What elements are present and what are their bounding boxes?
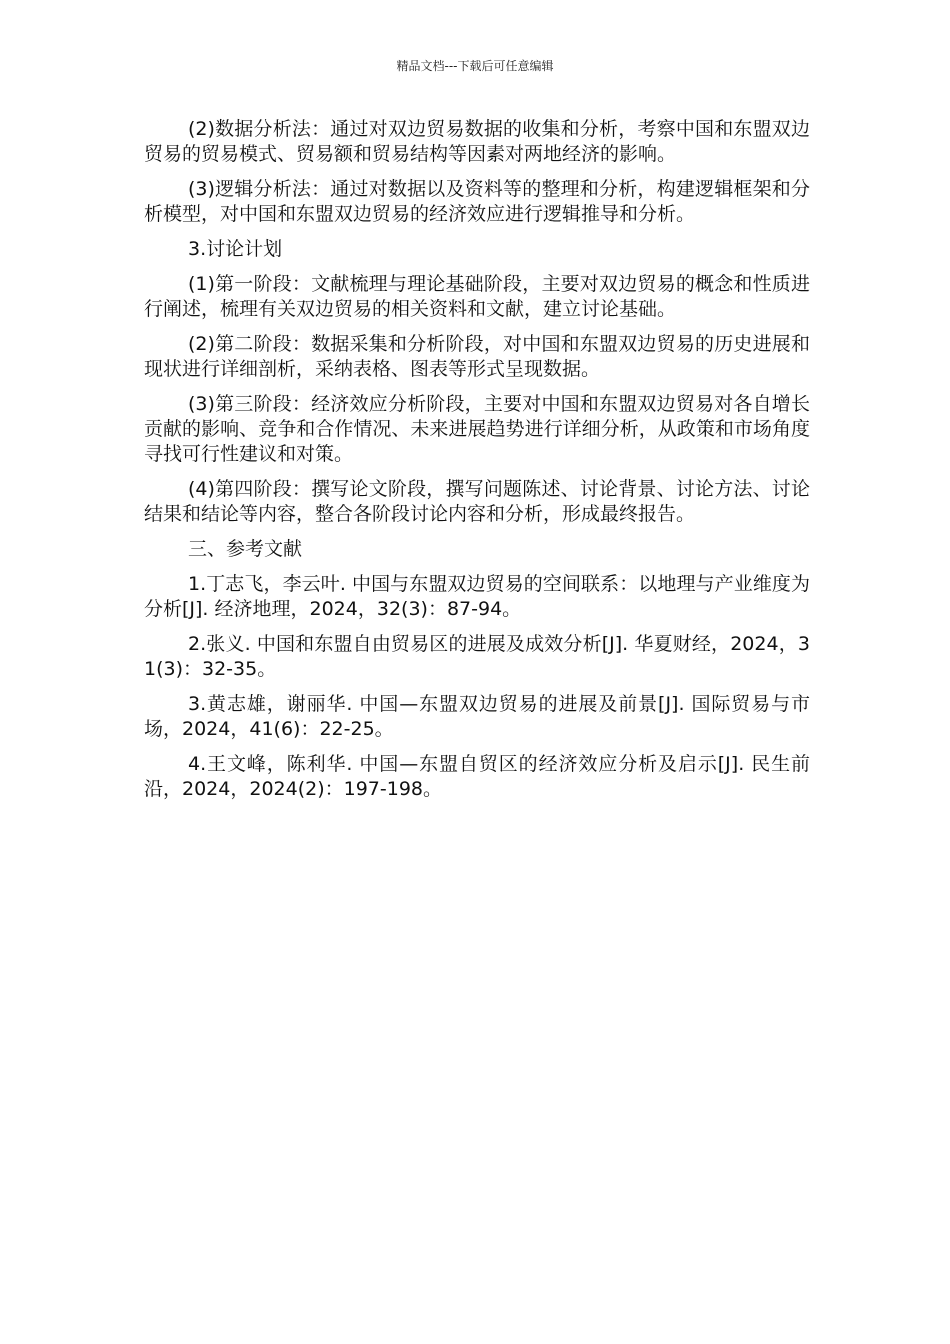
- section-heading-references: 三、参考文献: [188, 538, 303, 560]
- method-logic-analysis-paragraph: (3)逻辑分析法：通过对数据以及资料等的整理和分析，构建逻辑框架和分析模型，对中国和东盟双边贸易的经济效应进行逻辑推导和分析。: [144, 178, 810, 225]
- plan-stage-3-paragraph: (3)第三阶段：经济效应分析阶段，主要对中国和东盟双边贸易对各自增长贡献的影响、竞争和合作情况、未来进展趋势进行详细分析，从政策和市场角度寻找可行性建议和对策。: [144, 393, 810, 465]
- reference-item-4: 4.王文峰，陈利华. 中国—东盟自贸区的经济效应分析及启示[J]. 民生前沿，2024，2024(2)：197-198。: [144, 753, 810, 800]
- document-body: [144, 117, 810, 812]
- plan-stage-4-paragraph: (4)第四阶段：撰写论文阶段，撰写问题陈述、讨论背景、讨论方法、讨论结果和结论等内容，整合各阶段讨论内容和分析，形成最终报告。: [144, 478, 810, 525]
- method-data-analysis-paragraph: (2)数据分析法：通过对双边贸易数据的收集和分析，考察中国和东盟双边贸易的贸易模式、贸易额和贸易结构等因素对两地经济的影响。: [144, 118, 810, 165]
- plan-stage-1-paragraph: (1)第一阶段：文献梳理与理论基础阶段，主要对双边贸易的概念和性质进行阐述，梳理有关双边贸易的相关资料和文献，建立讨论基础。: [144, 273, 810, 320]
- reference-item-1: 1.丁志飞，李云叶. 中国与东盟双边贸易的空间联系：以地理与产业维度为分析[J]. 经济地理，2024，32(3)：87-94。: [144, 573, 810, 620]
- reference-item-2: 2.张义. 中国和东盟自由贸易区的进展及成效分析[J]. 华夏财经，2024，31(3)：32-35。: [144, 633, 810, 680]
- section-heading-discussion-plan: 3.讨论计划: [188, 238, 283, 260]
- reference-item-3: 3.黄志雄，谢丽华. 中国—东盟双边贸易的进展及前景[J]. 国际贸易与市场，2024，41(6)：22-25。: [144, 693, 810, 740]
- plan-stage-2-paragraph: (2)第二阶段：数据采集和分析阶段，对中国和东盟双边贸易的历史进展和现状进行详细剖析，采纳表格、图表等形式呈现数据。: [144, 333, 810, 380]
- page-header: 精品文档---下载后可任意编辑: [396, 59, 554, 73]
